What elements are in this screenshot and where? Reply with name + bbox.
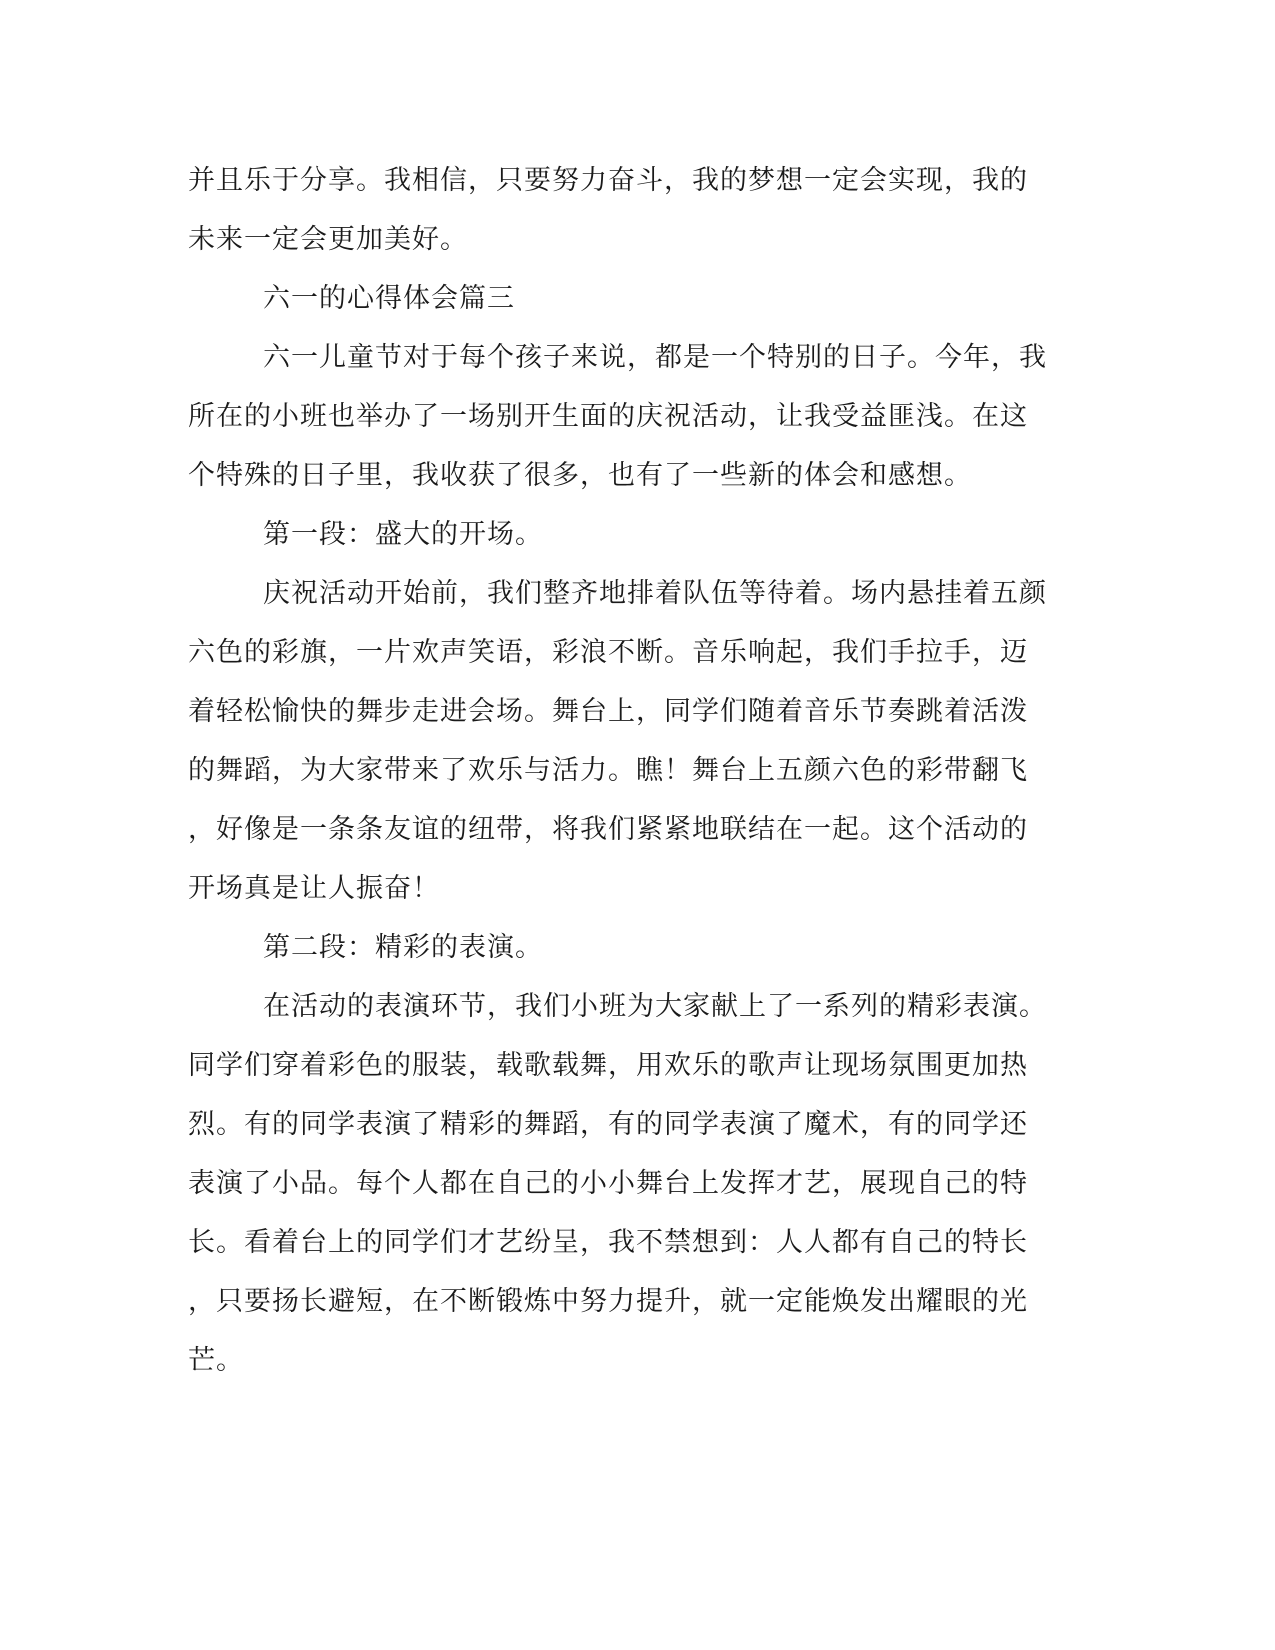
paragraph-line: 芒。 bbox=[188, 1345, 244, 1376]
paragraph-line: 烈。有的同学表演了精彩的舞蹈，有的同学表演了魔术，有的同学还 bbox=[188, 1109, 1028, 1140]
paragraph-line: 的舞蹈，为大家带来了欢乐与活力。瞧！舞台上五颜六色的彩带翻飞 bbox=[188, 755, 1028, 786]
paragraph-line: 开场真是让人振奋！ bbox=[188, 873, 440, 904]
paragraph-line: 着轻松愉快的舞步走进会场。舞台上，同学们随着音乐节奏跳着活泼 bbox=[188, 696, 1028, 727]
paragraph-line: 并且乐于分享。我相信，只要努力奋斗，我的梦想一定会实现，我的 bbox=[188, 165, 1028, 196]
paragraph-line: 表演了小品。每个人都在自己的小小舞台上发挥才艺，展现自己的特 bbox=[188, 1168, 1028, 1199]
paragraph-line: 所在的小班也举办了一场别开生面的庆祝活动，让我受益匪浅。在这 bbox=[188, 401, 1028, 432]
paragraph-line: 六一儿童节对于每个孩子来说，都是一个特别的日子。今年，我 bbox=[263, 342, 1047, 373]
paragraph-line: 六色的彩旗，一片欢声笑语，彩浪不断。音乐响起，我们手拉手，迈 bbox=[188, 637, 1028, 668]
paragraph-line: ，好像是一条条友谊的纽带，将我们紧紧地联结在一起。这个活动的 bbox=[188, 814, 1028, 845]
paragraph-line: ，只要扬长避短，在不断锻炼中努力提升，就一定能焕发出耀眼的光 bbox=[188, 1286, 1028, 1317]
paragraph-line: 庆祝活动开始前，我们整齐地排着队伍等待着。场内悬挂着五颜 bbox=[263, 578, 1047, 609]
section-heading: 第二段：精彩的表演。 bbox=[263, 932, 543, 963]
paragraph-line: 同学们穿着彩色的服装，载歌载舞，用欢乐的歌声让现场氛围更加热 bbox=[188, 1050, 1028, 1081]
section-title: 六一的心得体会篇三 bbox=[263, 283, 515, 314]
paragraph-line: 长。看着台上的同学们才艺纷呈，我不禁想到：人人都有自己的特长 bbox=[188, 1227, 1028, 1258]
section-heading: 第一段：盛大的开场。 bbox=[263, 519, 543, 550]
paragraph-line: 在活动的表演环节，我们小班为大家献上了一系列的精彩表演。 bbox=[263, 991, 1047, 1022]
paragraph-line: 未来一定会更加美好。 bbox=[188, 224, 468, 255]
paragraph-line: 个特殊的日子里，我收获了很多，也有了一些新的体会和感想。 bbox=[188, 460, 972, 491]
